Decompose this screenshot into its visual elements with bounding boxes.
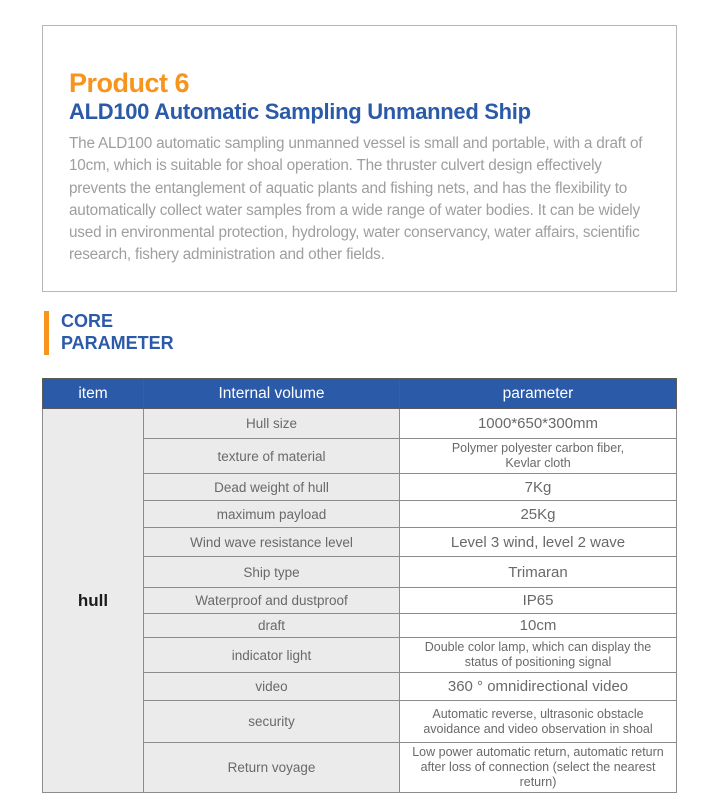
table-header-row bbox=[43, 379, 677, 409]
table-row bbox=[43, 409, 677, 439]
spec-value-video: 360 ° omnidirectional video bbox=[400, 673, 677, 701]
spec-value-draft: 10cm bbox=[400, 614, 677, 638]
spec-value-return-voyage: Low power automatic return, automatic return after loss of connection (select the nearest return) bbox=[400, 743, 677, 793]
spec-value-wind-wave-resistance: Level 3 wind, level 2 wave bbox=[400, 528, 677, 557]
heading-text bbox=[61, 311, 174, 355]
spec-label-video: video bbox=[144, 673, 400, 701]
col-header-internal-volume: Internal volume bbox=[144, 379, 400, 409]
spec-value-security: Automatic reverse, ultrasonic obstacle avoidance and video observation in shoal bbox=[400, 701, 677, 743]
heading-line-1: CORE bbox=[61, 311, 114, 331]
spec-label-indicator-light: indicator light bbox=[144, 638, 400, 673]
spec-table bbox=[42, 378, 677, 793]
core-parameter-heading bbox=[44, 311, 174, 355]
spec-label-draft: draft bbox=[144, 614, 400, 638]
spec-value-maximum-payload: 25Kg bbox=[400, 501, 677, 528]
spec-label-dead-weight: Dead weight of hull bbox=[144, 474, 400, 501]
spec-value-dead-weight: 7Kg bbox=[400, 474, 677, 501]
spec-value-hull-size: 1000*650*300mm bbox=[400, 409, 677, 439]
accent-bar bbox=[44, 311, 49, 355]
spec-label-security: security bbox=[144, 701, 400, 743]
heading-line-2: PARAMETER bbox=[61, 332, 174, 353]
product-number: Product 6 bbox=[69, 68, 190, 98]
product-title: ALD100 Automatic Sampling Unmanned Ship bbox=[69, 99, 531, 124]
spec-label-hull-size: Hull size bbox=[144, 409, 400, 439]
spec-label-maximum-payload: maximum payload bbox=[144, 501, 400, 528]
col-header-item: item bbox=[43, 379, 144, 409]
spec-value-texture-of-material: Polymer polyester carbon fiber, Kevlar cloth bbox=[400, 439, 677, 474]
spec-label-ship-type: Ship type bbox=[144, 557, 400, 588]
spec-label-waterproof-dustproof: Waterproof and dustproof bbox=[144, 588, 400, 614]
spec-label-wind-wave-resistance: Wind wave resistance level bbox=[144, 528, 400, 557]
spec-value-ship-type: Trimaran bbox=[400, 557, 677, 588]
spec-value-indicator-light: Double color lamp, which can display the status of positioning signal bbox=[400, 638, 677, 673]
spec-label-return-voyage: Return voyage bbox=[144, 743, 400, 793]
product-description: The ALD100 automatic sampling unmanned vessel is small and portable, with a draft of 10cm, which is suitable for shoal operation. The thruster culvert design effectively prevents the entanglement of aquatic plants and fishing nets, and has the flexibility to automatically collect water samples from a wide range of water bodies. It can be widely used in environmental protection, hydrology, water conservancy, water affairs, scientific research, fishery administration and other fields. bbox=[69, 135, 643, 264]
col-header-parameter: parameter bbox=[400, 379, 677, 409]
spec-value-waterproof-dustproof: IP65 bbox=[400, 588, 677, 614]
group-cell-hull: hull bbox=[43, 409, 144, 793]
product-card bbox=[42, 25, 677, 292]
spec-label-texture-of-material: texture of material bbox=[144, 439, 400, 474]
